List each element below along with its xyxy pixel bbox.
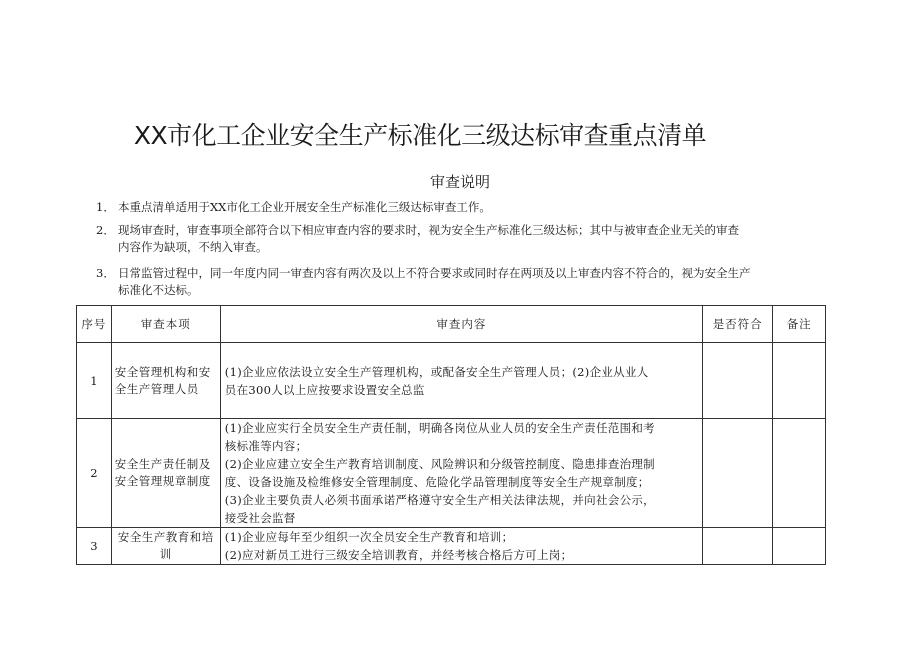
- header-compliance: 是否符合: [703, 306, 773, 343]
- header-remark: 备注: [773, 306, 826, 343]
- content-line: (1)企业应依法设立安全生产管理机构，或配备安全生产管理人员；(2)企业从业人: [224, 364, 649, 379]
- note-number: 3．: [96, 266, 115, 280]
- header-item: 审查本项: [111, 306, 220, 343]
- row-item: 安全生产责任制及安全管理规章制度: [111, 419, 220, 528]
- note-number: 2．: [96, 223, 115, 237]
- table-header-row: [77, 306, 826, 343]
- content-line: (1)企业应每年至少组织一次全员安全生产教育和培训；: [224, 530, 514, 544]
- row-item: 安全生产教育和培训: [111, 528, 220, 565]
- note-item: [96, 222, 836, 256]
- header-content: 审查内容: [220, 306, 702, 343]
- header-seq: 序号: [77, 306, 112, 343]
- note-number: 1．: [96, 200, 115, 214]
- row-seq: 3: [77, 528, 112, 565]
- content-line: (2)应对新员工进行三级安全培训教育，并经考核合格后方可上岗；: [224, 548, 573, 562]
- content-line: 员在300人以上应按要求设置安全总监: [224, 382, 425, 397]
- row-remark-cell[interactable]: [773, 528, 826, 565]
- note-text: 本重点清单适用于XX市化工企业开展安全生产标准化三级达标审查工作。: [118, 200, 491, 214]
- content-line: 度、设备设施及检维修安全管理制度、危险化学品管理制度等安全生产规章制度；: [224, 475, 650, 489]
- row-remark-cell[interactable]: [773, 343, 826, 419]
- content-line: 接受社会监督: [224, 511, 296, 525]
- row-content: [220, 528, 702, 565]
- table-row: [77, 528, 826, 565]
- content-line: (3)企业主要负责人必须书面承诺严格遵守安全生产相关法律法规，并向社会公示，: [224, 493, 655, 507]
- note-text: 日常监管过程中，同一年度内同一审查内容有两次及以上不符合要求或同时存在两项及以上审查内容不符合的，视为安全生产: [118, 266, 751, 280]
- content-line: 核标准等内容；: [224, 439, 308, 453]
- note-item: [96, 265, 856, 299]
- row-content: [220, 343, 702, 419]
- note-text: 现场审查时，审查事项全部符合以下相应审查内容的要求时，视为安全生产标准化三级达标；其中与被审查企业无关的审查: [118, 223, 739, 237]
- table-row: [77, 343, 826, 419]
- content-line: (2)企业应建立安全生产教育培训制度、风险辨识和分级管控制度、隐患排查治理制: [224, 457, 655, 471]
- row-remark-cell[interactable]: [773, 419, 826, 528]
- note-text-continued: 标准化不达标。: [118, 283, 199, 297]
- row-compliance-cell[interactable]: [703, 343, 773, 419]
- row-seq: 1: [77, 343, 112, 419]
- section-subtitle: 审查说明: [429, 173, 490, 191]
- review-table: [76, 305, 826, 565]
- row-compliance-cell[interactable]: [703, 419, 773, 528]
- page-title: XX市化工企业安全生产标准化三级达标审查重点清单: [133, 121, 707, 150]
- row-content: [220, 419, 702, 528]
- note-item: [96, 199, 836, 216]
- row-item: 安全管理机构和安全生产管理人员: [111, 343, 220, 419]
- row-compliance-cell[interactable]: [703, 528, 773, 565]
- row-seq: 2: [77, 419, 112, 528]
- note-text-continued: 内容作为缺项，不纳入审查。: [118, 240, 268, 254]
- content-line: (1)企业应实行全员安全生产责任制，明确各岗位从业人员的安全生产责任范围和考: [224, 421, 655, 435]
- table-row: [77, 419, 826, 528]
